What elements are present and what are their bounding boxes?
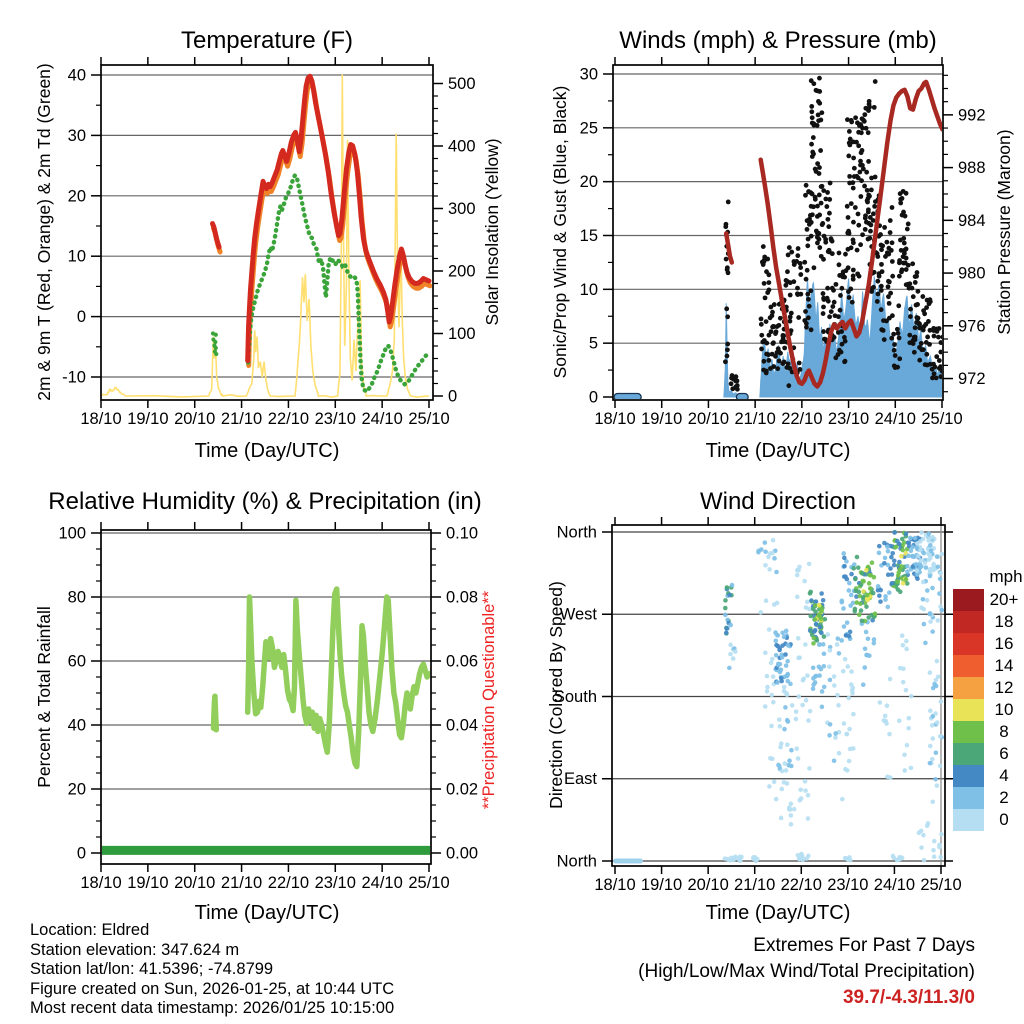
svg-text:25/10: 25/10 <box>408 874 450 892</box>
svg-text:25/10: 25/10 <box>920 876 962 894</box>
legend-row <box>953 765 1024 787</box>
svg-text:0: 0 <box>448 387 458 406</box>
calm-direction-capsule <box>613 859 643 864</box>
svg-text:21/10: 21/10 <box>220 874 263 892</box>
pressure-yaxis-label: Station Pressure (Maroon) <box>994 129 1014 335</box>
svg-text:972: 972 <box>958 370 986 389</box>
svg-text:30: 30 <box>579 65 598 84</box>
legend-label: 6 <box>999 744 1009 763</box>
svg-text:25/10: 25/10 <box>408 410 450 428</box>
svg-text:60: 60 <box>67 652 86 671</box>
svg-text:West: West <box>559 605 597 624</box>
wind-yaxis-label: Sonic/Prop Wind & Gust (Blue, Black) <box>550 85 570 379</box>
legend-swatch <box>953 721 984 743</box>
direction-yaxis-label: Direction (Colored By Speed) <box>546 581 566 809</box>
speed-legend <box>953 589 1024 831</box>
svg-text:400: 400 <box>448 137 476 156</box>
legend-label: 16 <box>994 634 1014 653</box>
svg-text:23/10: 23/10 <box>314 874 356 892</box>
legend-row <box>953 633 1024 655</box>
svg-text:24/10: 24/10 <box>873 876 916 894</box>
svg-text:North: North <box>556 523 597 542</box>
temperature-title: Temperature (F) <box>180 27 354 54</box>
svg-text:0.04: 0.04 <box>446 716 479 735</box>
svg-text:30: 30 <box>67 126 86 145</box>
svg-text:19/10: 19/10 <box>641 410 683 428</box>
humidity-yaxis-label: Percent & Total Rainfall <box>34 606 54 788</box>
svg-text:21/10: 21/10 <box>220 410 263 428</box>
svg-text:80: 80 <box>67 588 86 607</box>
svg-text:North: North <box>556 852 597 871</box>
svg-text:40: 40 <box>67 66 86 85</box>
svg-text:984: 984 <box>958 211 986 230</box>
svg-text:20/10: 20/10 <box>174 874 216 892</box>
temperature-yaxis-label: 2m & 9m T (Red, Orange) & 2m Td (Green) <box>34 63 54 401</box>
temperature-xaxis-label: Time (Day/UTC) <box>194 440 340 462</box>
legend-label: 10 <box>994 700 1014 719</box>
legend-swatch <box>953 655 984 677</box>
relative-humidity-line <box>214 696 217 730</box>
svg-text:20: 20 <box>67 780 86 799</box>
legend-row <box>953 677 1024 699</box>
wind-direction-title: Wind Direction <box>699 488 857 515</box>
svg-text:980: 980 <box>958 264 986 283</box>
extremes-subheading: (High/Low/Max Wind/Total Precipitation) <box>638 961 975 982</box>
wind-direction-panel <box>554 517 962 894</box>
svg-text:South: South <box>553 687 597 706</box>
legend-label: 0 <box>999 810 1009 829</box>
svg-text:0: 0 <box>76 308 86 327</box>
legend-label: 18 <box>994 612 1014 631</box>
svg-text:10: 10 <box>67 247 86 266</box>
legend-label: 2 <box>999 788 1009 807</box>
svg-text:20: 20 <box>579 173 598 192</box>
legend-swatch <box>953 633 984 655</box>
svg-text:0.00: 0.00 <box>446 844 479 863</box>
legend-swatch <box>953 699 984 721</box>
svg-text:5: 5 <box>588 334 598 353</box>
legend-swatch <box>953 809 984 831</box>
legend-swatch <box>953 677 984 699</box>
winds-pressure-panel <box>580 57 986 428</box>
svg-text:100: 100 <box>58 524 86 543</box>
station-elevation: Station elevation: 347.624 m <box>30 940 240 959</box>
legend-title: mph <box>989 567 1023 586</box>
legend-row <box>953 809 1024 831</box>
svg-text:21/10: 21/10 <box>734 876 776 894</box>
legend-row <box>953 699 1024 721</box>
legend-row <box>953 721 1024 743</box>
svg-text:18/10: 18/10 <box>80 874 122 892</box>
svg-text:24/10: 24/10 <box>361 410 403 428</box>
svg-text:22/10: 22/10 <box>780 876 822 894</box>
svg-text:19/10: 19/10 <box>127 410 169 428</box>
svg-text:19/10: 19/10 <box>127 874 169 892</box>
svg-text:300: 300 <box>448 200 476 218</box>
extremes-block <box>638 933 975 1011</box>
winds-xaxis-label: Time (Day/UTC) <box>705 440 851 462</box>
legend-label: 8 <box>999 722 1009 741</box>
winds-series <box>614 76 945 401</box>
relative-humidity-line <box>248 589 429 767</box>
humidity-xaxis-label: Time (Day/UTC) <box>194 902 340 924</box>
svg-text:21/10: 21/10 <box>734 410 776 428</box>
svg-text:40: 40 <box>67 716 86 735</box>
svg-text:-10: -10 <box>62 368 86 387</box>
legend-swatch <box>953 765 984 787</box>
legend-swatch <box>953 611 984 633</box>
svg-text:18/10: 18/10 <box>594 876 636 894</box>
svg-text:25: 25 <box>579 119 598 138</box>
figure-created: Figure created on Sun, 2026-01-25, at 10:44 UTC <box>30 979 395 998</box>
extremes-heading: Extremes For Past 7 Days <box>753 935 975 956</box>
svg-text:23/10: 23/10 <box>827 876 869 894</box>
svg-text:18/10: 18/10 <box>80 410 122 428</box>
station-location: Location: Eldred <box>30 921 150 939</box>
temp-2m-line <box>213 224 220 248</box>
humidity-series <box>99 589 432 850</box>
winds-pressure-title: Winds (mph) & Pressure (mb) <box>619 27 937 54</box>
legend-swatch <box>953 589 984 611</box>
svg-text:988: 988 <box>958 159 986 178</box>
svg-text:24/10: 24/10 <box>361 874 403 892</box>
svg-text:0.08: 0.08 <box>446 588 479 607</box>
svg-text:20: 20 <box>67 187 86 206</box>
legend-swatch <box>953 743 984 765</box>
humidity-precip-title: Relative Humidity (%) & Precipitation (in) <box>48 488 482 515</box>
svg-text:0: 0 <box>588 388 598 407</box>
svg-text:15: 15 <box>579 226 598 245</box>
solar-insolation-line <box>101 74 429 397</box>
legend-row <box>953 589 1024 611</box>
extremes-values: 39.7/-4.3/11.3/0 <box>842 987 975 1008</box>
svg-text:20/10: 20/10 <box>687 410 730 428</box>
svg-text:East: East <box>563 770 597 789</box>
svg-text:10: 10 <box>579 280 598 299</box>
svg-text:25/10: 25/10 <box>921 410 963 428</box>
legend-row <box>953 655 1024 677</box>
svg-text:0.06: 0.06 <box>446 652 479 671</box>
svg-text:23/10: 23/10 <box>827 410 870 428</box>
svg-text:20/10: 20/10 <box>687 876 729 894</box>
svg-text:976: 976 <box>958 317 986 336</box>
svg-text:500: 500 <box>448 75 476 93</box>
svg-text:0.02: 0.02 <box>446 780 479 799</box>
legend-swatch <box>953 787 984 809</box>
svg-text:0: 0 <box>76 844 86 863</box>
svg-text:100: 100 <box>448 325 476 343</box>
legend-row <box>953 787 1024 809</box>
svg-text:22/10: 22/10 <box>781 410 823 428</box>
svg-text:992: 992 <box>958 106 986 125</box>
legend-row <box>953 611 1024 633</box>
svg-text:22/10: 22/10 <box>267 410 310 428</box>
svg-text:200: 200 <box>448 262 476 281</box>
precip-questionable-note: **Precipitation Questionable** <box>480 590 498 810</box>
svg-text:20/10: 20/10 <box>174 410 216 428</box>
station-latlon: Station lat/lon: 41.5396; -74.8799 <box>30 960 274 978</box>
svg-text:24/10: 24/10 <box>874 410 916 428</box>
legend-row <box>953 743 1024 765</box>
svg-text:23/10: 23/10 <box>314 410 356 428</box>
direction-xaxis-label: Time (Day/UTC) <box>705 902 851 924</box>
legend-label: 4 <box>999 766 1009 785</box>
legend-label: 12 <box>994 678 1014 697</box>
station-info <box>30 921 394 1019</box>
data-timestamp: Most recent data timestamp: 2026/01/25 10:15:00 <box>30 999 395 1017</box>
temperature-series <box>101 74 430 397</box>
svg-text:18/10: 18/10 <box>594 410 636 428</box>
legend-label: 20+ <box>989 590 1019 609</box>
humidity-precip-panel <box>58 522 478 892</box>
solar-yaxis-label: Solar Insolation (Yellow) <box>482 138 502 326</box>
svg-text:19/10: 19/10 <box>640 876 683 894</box>
legend-label: 14 <box>994 656 1014 675</box>
temperature-panel <box>62 57 475 428</box>
svg-text:22/10: 22/10 <box>267 874 310 892</box>
svg-text:0.10: 0.10 <box>446 524 479 543</box>
